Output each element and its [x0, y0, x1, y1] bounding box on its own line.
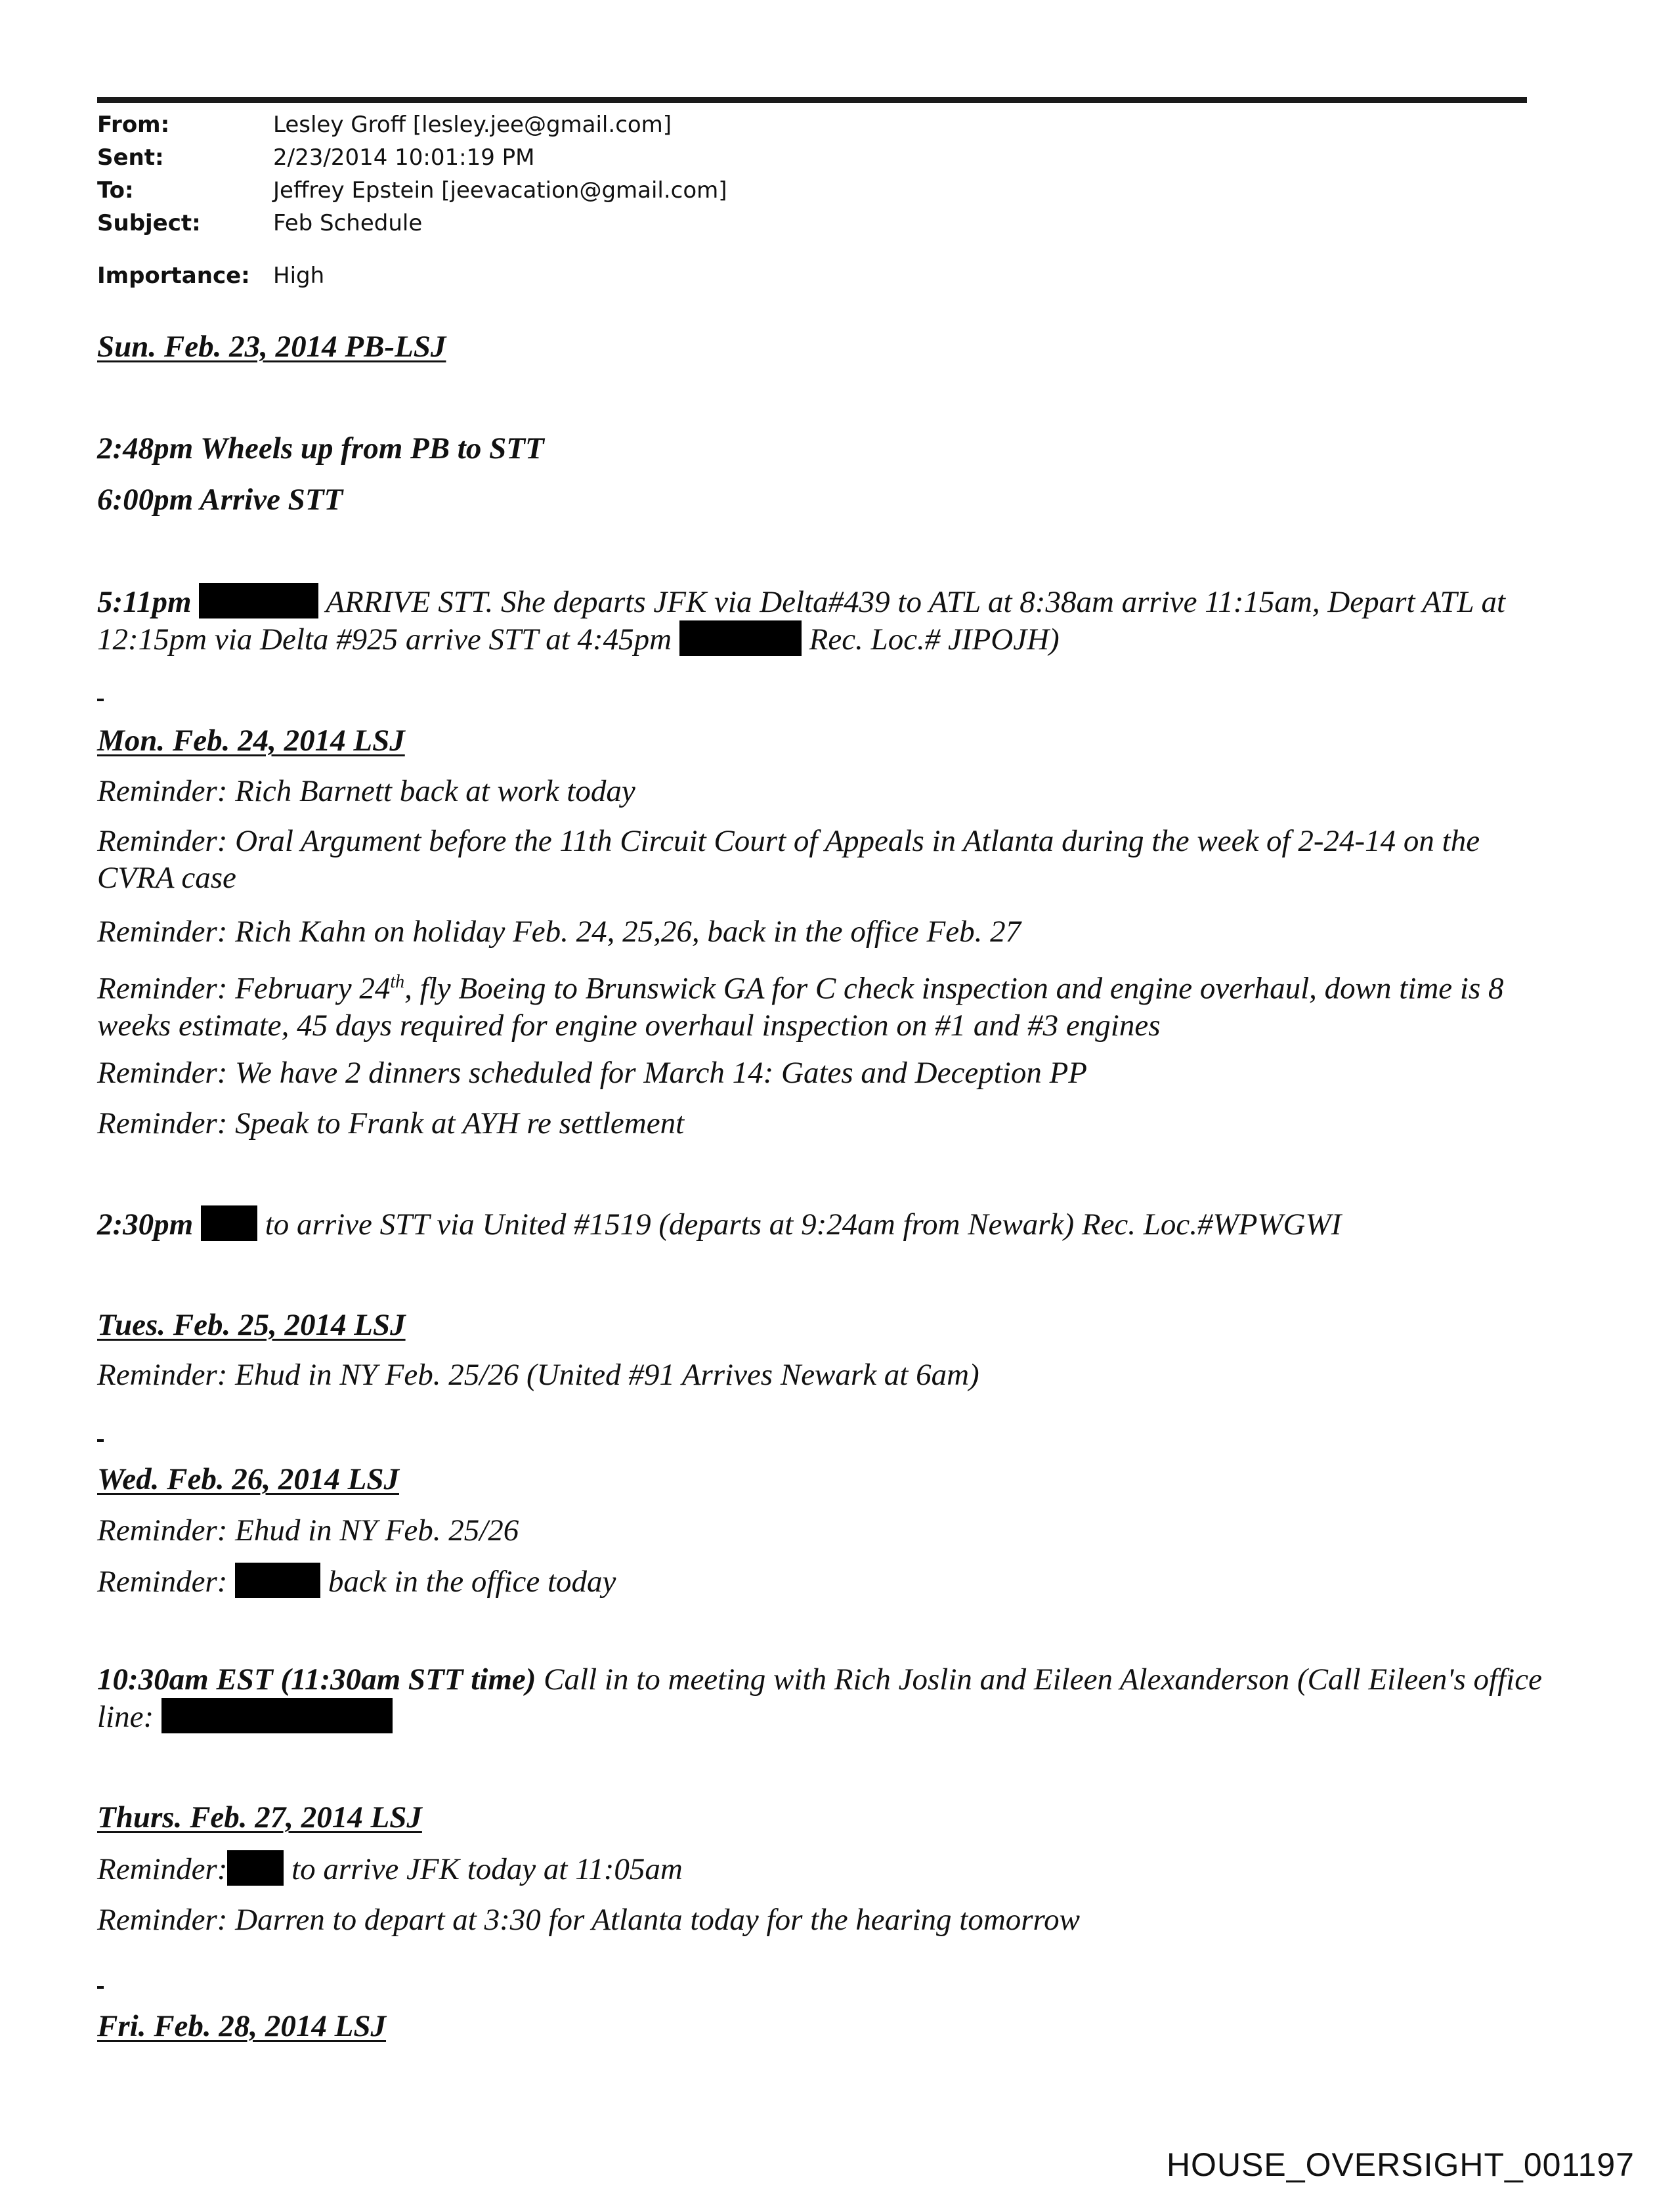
separator-dash — [97, 1986, 104, 1989]
importance-label: Importance: — [97, 263, 250, 289]
thu-reminder-1-start: Reminder: — [97, 1852, 228, 1886]
thu-date-heading: Thurs. Feb. 27, 2014 LSJ — [97, 1800, 422, 1834]
wed-call-entry — [97, 1661, 1561, 1735]
wed-reminder-2-start: Reminder: — [97, 1565, 228, 1599]
importance-value: High — [273, 263, 325, 289]
separator-dash — [97, 1439, 104, 1442]
from-label: From: — [97, 112, 170, 138]
mon-reminder-4-rest: , fly Boeing to Brunswick GA for C check inspection and engine overhaul, down time is 8 weeks estimate, 45 days required for engine overhaul inspection on #1 and #3 engines — [97, 971, 1504, 1043]
sent-value: 2/23/2014 10:01:19 PM — [273, 144, 535, 171]
mon-230-time: 2:30pm — [97, 1207, 194, 1242]
redaction-block — [227, 1850, 284, 1886]
redaction-block — [235, 1563, 320, 1598]
mon-230-entry — [97, 1205, 1561, 1243]
bates-number: HOUSE_OVERSIGHT_001197 — [1166, 2146, 1635, 2183]
ordinal-suffix: th — [390, 972, 405, 992]
sun-date-heading: Sun. Feb. 23, 2014 PB-LSJ — [97, 330, 446, 364]
from-value: Lesley Groff [lesley.jee@gmail.com] — [273, 112, 672, 138]
sun-arrive: 6:00pm Arrive STT — [97, 483, 343, 517]
mon-reminder-2: Reminder: Oral Argument before the 11th Circuit Court of Appeals in Atlanta during the week of 2-24-14 on the CVRA case — [97, 824, 1480, 895]
sun-wheels-up: 2:48pm Wheels up from PB to STT — [97, 431, 544, 466]
mon-reminder-3: Reminder: Rich Kahn on holiday Feb. 24, 25,26, back in the office Feb. 27 — [97, 915, 1021, 949]
mon-reminder-1: Reminder: Rich Barnett back at work today — [97, 774, 635, 808]
thu-reminder-1-rest: to arrive JFK today at 11:05am — [291, 1852, 683, 1886]
sun-511-text: ARRIVE STT. She departs JFK via Delta#439 to ATL at 8:38am arrive 11:15am, Depart ATL at 12:15pm via Delta #925 arrive STT at 4:45pm — [97, 585, 1506, 657]
sun-511-recloc: Rec. Loc.# JIPOJH) — [809, 622, 1060, 657]
thu-reminder-1 — [97, 1850, 1561, 1888]
tue-reminder-1: Reminder: Ehud in NY Feb. 25/26 (United #91 Arrives Newark at 6am) — [97, 1358, 979, 1392]
to-value: Jeffrey Epstein [jeevacation@gmail.com] — [273, 177, 727, 204]
to-label: To: — [97, 177, 134, 204]
subject-label: Subject: — [97, 210, 201, 236]
wed-call-time: 10:30am EST (11:30am STT time) — [97, 1662, 536, 1697]
redaction-block — [161, 1698, 393, 1733]
mon-reminder-4-start: Reminder: February 24 — [97, 971, 391, 1006]
separator-dash — [97, 699, 104, 701]
header-rule — [97, 97, 1527, 103]
mon-reminder-6: Reminder: Speak to Frank at AYH re settlement — [97, 1106, 685, 1140]
thu-reminder-2: Reminder: Darren to depart at 3:30 for Atlanta today for the hearing tomorrow — [97, 1903, 1080, 1937]
subject-value: Feb Schedule — [273, 210, 423, 236]
redaction-block — [201, 1205, 257, 1241]
mon-date-heading: Mon. Feb. 24, 2014 LSJ — [97, 724, 405, 758]
wed-reminder-1: Reminder: Ehud in NY Feb. 25/26 — [97, 1513, 519, 1548]
wed-date-heading: Wed. Feb. 26, 2014 LSJ — [97, 1462, 399, 1496]
wed-call-text: Call in to meeting with Rich Joslin and Eileen Alexanderson (Call Eileen's office line: — [97, 1662, 1542, 1734]
redaction-block — [679, 620, 802, 656]
sent-label: Sent: — [97, 144, 164, 171]
sun-511-time: 5:11pm — [97, 585, 192, 619]
fri-date-heading: Fri. Feb. 28, 2014 LSJ — [97, 2009, 387, 2043]
mon-230-text: to arrive STT via United #1519 (departs at 9:24am from Newark) Rec. Loc.#WPWGWI — [265, 1207, 1342, 1242]
wed-reminder-2-rest: back in the office today — [328, 1565, 616, 1599]
tue-date-heading: Tues. Feb. 25, 2014 LSJ — [97, 1308, 406, 1342]
mon-reminder-4 — [97, 964, 1561, 1044]
wed-reminder-2 — [97, 1563, 1561, 1600]
mon-reminder-5: Reminder: We have 2 dinners scheduled for March 14: Gates and Deception PP — [97, 1056, 1087, 1090]
redaction-block — [199, 583, 318, 618]
sun-511-entry — [97, 583, 1561, 658]
